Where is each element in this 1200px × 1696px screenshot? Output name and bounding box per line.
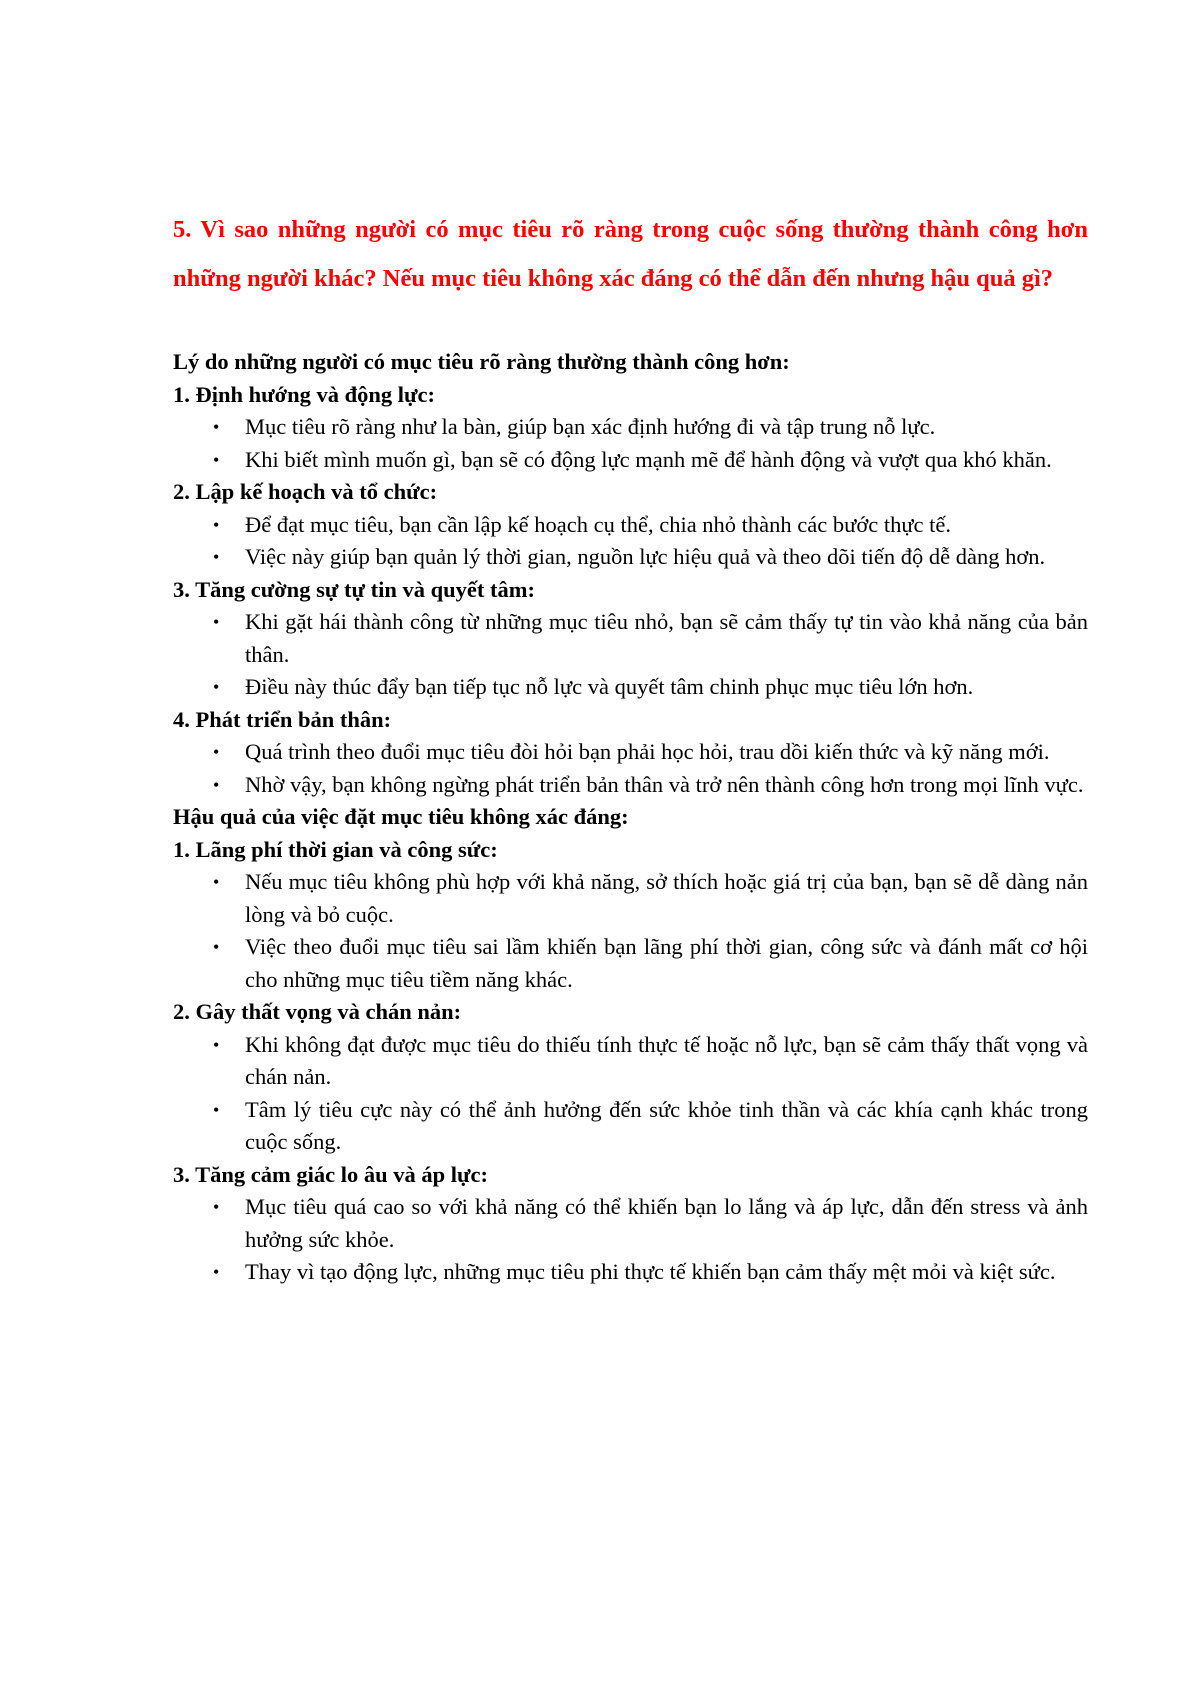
list-item-text: Khi biết mình muốn gì, bạn sẽ có động lực mạnh mẽ để hành động và vượt qua khó khăn. — [245, 446, 1052, 472]
consequence-group-title: 3. Tăng cảm giác lo âu và áp lực: — [173, 1161, 488, 1187]
list-item-text: Mục tiêu rõ ràng như la bàn, giúp bạn xác định hướng đi và tập trung nỗ lực. — [245, 414, 936, 439]
bullet-icon: • — [213, 612, 220, 632]
bullet-icon: • — [213, 449, 220, 470]
list-item-text: Để đạt mục tiêu, bạn cần lập kế hoạch cụ thể, chia nhỏ thành các bước thực tế. — [245, 511, 952, 537]
list-item — [173, 769, 1088, 802]
list-item-text: Thay vì tạo động lực, những mục tiêu phi thực tế khiến bạn cảm thấy mệt mỏi và kiệt sức. — [245, 1259, 1056, 1284]
reason-group-title: 4. Phát triển bản thân: — [173, 706, 392, 732]
list-item — [173, 444, 1088, 477]
list-item — [173, 866, 1088, 931]
list-item — [173, 411, 1088, 444]
list-item-text: Nếu mục tiêu không phù hợp với khả năng, sở thích hoặc giá trị của bạn, bạn sẽ dễ dàng nản lòng và bỏ cuộc. — [245, 869, 1088, 927]
reason-group-title: 3. Tăng cường sự tự tin và quyết tâm: — [173, 576, 535, 602]
list-item — [173, 1256, 1088, 1289]
reason-group-title: 2. Lập kế hoạch và tổ chức: — [173, 479, 438, 504]
consequences-heading: Hậu quả của việc đặt mục tiêu không xác đáng: — [173, 804, 629, 829]
bullet-icon: • — [213, 1034, 220, 1055]
reason-group — [173, 379, 1088, 477]
list-item — [173, 736, 1088, 769]
list-item — [173, 1191, 1088, 1256]
consequence-group-title: 2. Gây thất vọng và chán nản: — [173, 999, 462, 1024]
list-item — [173, 931, 1088, 996]
bullet-icon: • — [213, 774, 220, 795]
reason-group — [173, 704, 1088, 802]
list-item-text: Việc theo đuổi mục tiêu sai lầm khiến bạn lãng phí thời gian, công sức và đánh mất cơ hội cho những mục tiêu tiềm năng khác. — [245, 934, 1088, 992]
bullet-icon: • — [213, 937, 220, 957]
bullet-icon: • — [213, 677, 220, 697]
bullet-icon: • — [213, 1262, 220, 1282]
list-item-text: Quá trình theo đuổi mục tiêu đòi hỏi bạn phải học hỏi, trau dồi kiến thức và kỹ năng mới. — [245, 739, 1050, 764]
document-page — [173, 205, 1088, 1289]
list-item-text: Khi gặt hái thành công từ những mục tiêu nhỏ, bạn sẽ cảm thấy tự tin vào khả năng của bản thân. — [245, 609, 1088, 667]
list-item — [173, 541, 1088, 574]
list-item — [173, 509, 1088, 542]
bullet-list — [173, 509, 1088, 574]
bullet-icon: • — [213, 1099, 220, 1120]
consequence-group — [173, 834, 1088, 997]
list-item-text: Điều này thúc đẩy bạn tiếp tục nỗ lực và quyết tâm chinh phục mục tiêu lớn hơn. — [245, 674, 974, 699]
bullet-list — [173, 736, 1088, 801]
consequence-group-title: 1. Lãng phí thời gian và công sức: — [173, 836, 498, 862]
list-item-text: Mục tiêu quá cao so với khả năng có thể khiến bạn lo lắng và áp lực, dẫn đến stress và ảnh hưởng sức khỏe. — [245, 1194, 1088, 1252]
bullet-list — [173, 866, 1088, 996]
list-item — [173, 671, 1088, 704]
reason-group — [173, 574, 1088, 704]
question-heading: 5. Vì sao những người có mục tiêu rõ ràng trong cuộc sống thường thành công hơn những người khác? Nếu mục tiêu không xác đáng có thể dẫn đến nhưng hậu quả gì? — [173, 216, 1088, 292]
bullet-list — [173, 606, 1088, 704]
bullet-list — [173, 411, 1088, 476]
list-item-text: Việc này giúp bạn quản lý thời gian, nguồn lực hiệu quả và theo dõi tiến độ dễ dàng hơn. — [245, 544, 1046, 569]
reason-group-title: 1. Định hướng và động lực: — [173, 381, 436, 407]
bullet-icon: • — [213, 1197, 220, 1217]
list-item-text: Khi không đạt được mục tiêu do thiếu tính thực tế hoặc nỗ lực, bạn sẽ cảm thấy thất vọng và chán nản. — [245, 1031, 1088, 1089]
bullet-list — [173, 1191, 1088, 1289]
bullet-icon: • — [213, 514, 220, 535]
list-item-text: Tâm lý tiêu cực này có thể ảnh hưởng đến sức khỏe tinh thần và các khía cạnh khác trong cuộc sống. — [245, 1096, 1088, 1154]
bullet-icon: • — [213, 872, 220, 892]
bullet-icon: • — [213, 742, 220, 762]
bullet-list — [173, 1029, 1088, 1159]
list-item — [173, 606, 1088, 671]
list-item — [173, 1094, 1088, 1159]
reasons-heading: Lý do những người có mục tiêu rõ ràng thường thành công hơn: — [173, 349, 790, 374]
reason-group — [173, 476, 1088, 574]
consequence-group — [173, 1159, 1088, 1289]
list-item-text: Nhờ vậy, bạn không ngừng phát triển bản thân và trở nên thành công hơn trong mọi lĩnh vực. — [245, 771, 1084, 797]
bullet-icon: • — [213, 417, 220, 437]
consequence-group — [173, 996, 1088, 1159]
bullet-icon: • — [213, 547, 220, 567]
list-item — [173, 1029, 1088, 1094]
